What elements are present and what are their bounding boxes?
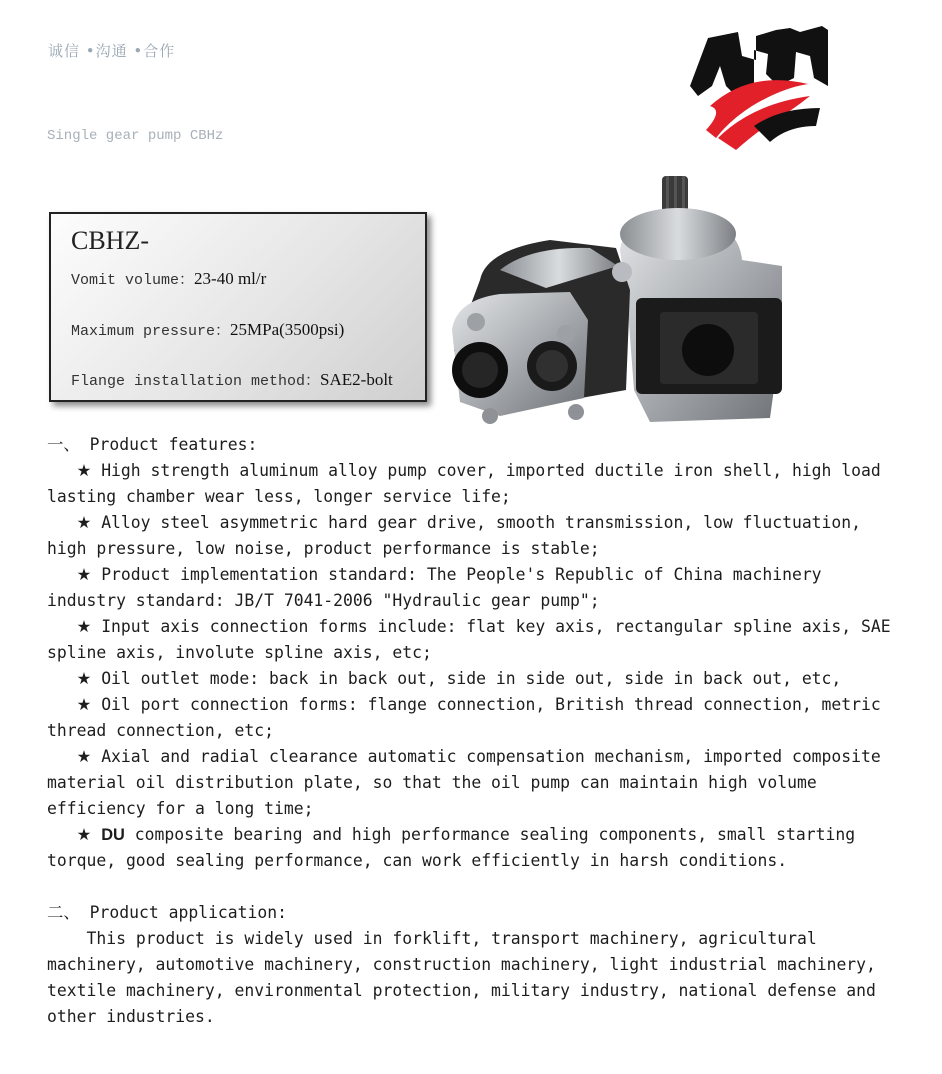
spec-box	[49, 212, 427, 402]
spec-max-pressure: Maximum pressure：25MPa(3500psi)	[71, 320, 345, 340]
gear-pump-photo	[440, 170, 790, 432]
application-text: This product is widely used in forklift, transport machinery, agricultural machinery, automotive machinery, construction machinery, light industrial machinery, textile machinery, environmental protection, military industry, national defense and other industries.	[47, 929, 886, 1026]
product-subtitle: Single gear pump CBHz	[47, 128, 224, 144]
feature-item: ★ Oil port connection forms: flange connection, British thread connection, metric thread connection, etc;	[47, 695, 891, 740]
feature-item: ★ Oil outlet mode: back in back out, side in side out, side in back out, etc,	[76, 669, 842, 688]
feature-item: ★ Input axis connection forms include: flat key axis, rectangular spline axis, SAE spline axis, involute spline axis, etc;	[47, 617, 901, 662]
feature-item-du: ★ DU composite bearing and high performance sealing components, small starting torque, good sealing performance, can work efficiently in harsh conditions.	[47, 825, 865, 870]
spec-vomit-volume: Vomit volume：23-40 ml/r	[71, 269, 267, 289]
company-logo	[690, 26, 830, 152]
feature-item: ★ Axial and radial clearance automatic compensation mechanism, imported composite material oil distribution plate, so that the oil pump can maintain high volume efficiency for a long time;	[47, 747, 891, 818]
spec-title: CBHZ-	[71, 226, 149, 255]
feature-item: ★ High strength aluminum alloy pump cover, imported ductile iron shell, high load lasting chamber wear less, longer service life;	[47, 461, 891, 506]
spec-flange: Flange installation method：SAE2-bolt	[71, 370, 393, 390]
application-heading: 二、 Product application:	[47, 903, 288, 922]
feature-item: ★ Alloy steel asymmetric hard gear drive, smooth transmission, low fluctuation, high pressure, low noise, product performance is stable;	[47, 513, 871, 558]
description	[47, 432, 901, 1030]
features-heading: 一、 Product features:	[47, 435, 258, 454]
slogan: 诚信 •沟通 •合作	[48, 42, 176, 60]
feature-item: ★ Product implementation standard: The People's Republic of China machinery industry standard: JB/T 7041-2006 "Hydraulic gear pump";	[47, 565, 832, 610]
